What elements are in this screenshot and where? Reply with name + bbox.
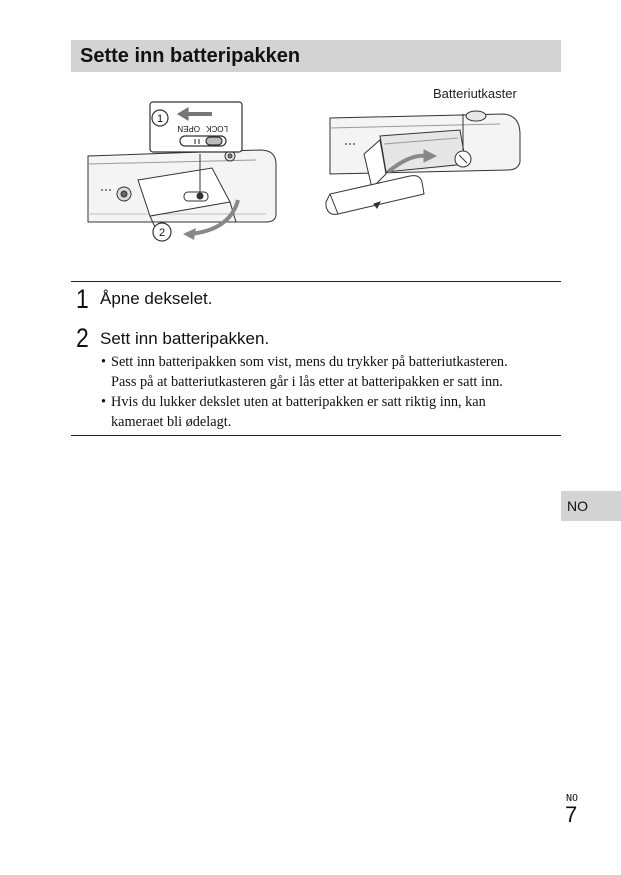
battery-eject-callout-label: Batteriutkaster [433,86,517,101]
steps-top-rule [71,281,561,282]
step-1-number: 1 [76,284,89,314]
step-1-title: Åpne dekselet. [100,289,213,308]
step-2-bullet-list [101,352,561,432]
battery-insertion-illustration [80,84,540,254]
section-title: Sette inn batteripakken [80,45,301,67]
bullet-1-line-2: Pass på at batteriutkasteren går i lås etter at batteripakken er satt inn. [111,374,503,390]
language-side-tab [561,491,621,521]
section-header-bar [71,40,561,72]
language-side-tab-label: NO [567,498,588,514]
list-item [101,392,561,432]
bullet-dot-icon: • [101,354,107,370]
page-language-code: NO [566,793,579,804]
lock-label: LOCK [206,124,228,133]
step-2-title: Sett inn batteripakken. [100,329,270,348]
camera-bottom-illustration [88,150,276,234]
bullet-dot-icon: • [101,394,107,410]
bullet-1-line-1: Sett inn batteripakken som vist, mens du trykker på batteriutkasteren. [111,354,508,370]
list-item [101,352,561,392]
step-2-number: 2 [76,323,89,353]
bullet-2-line-1: Hvis du lukker dekslet uten at batteripakken er satt riktig inn, kan [111,394,486,410]
step-marker-1: 1 [156,113,164,125]
step-marker-2: 2 [158,227,166,239]
steps-bottom-rule [71,435,561,436]
camera-battery-compartment-illustration [326,111,520,214]
bullet-2-line-2: kameraet bli ødelagt. [111,414,232,430]
open-label: OPEN [177,124,200,133]
page-number: 7 [565,802,578,827]
